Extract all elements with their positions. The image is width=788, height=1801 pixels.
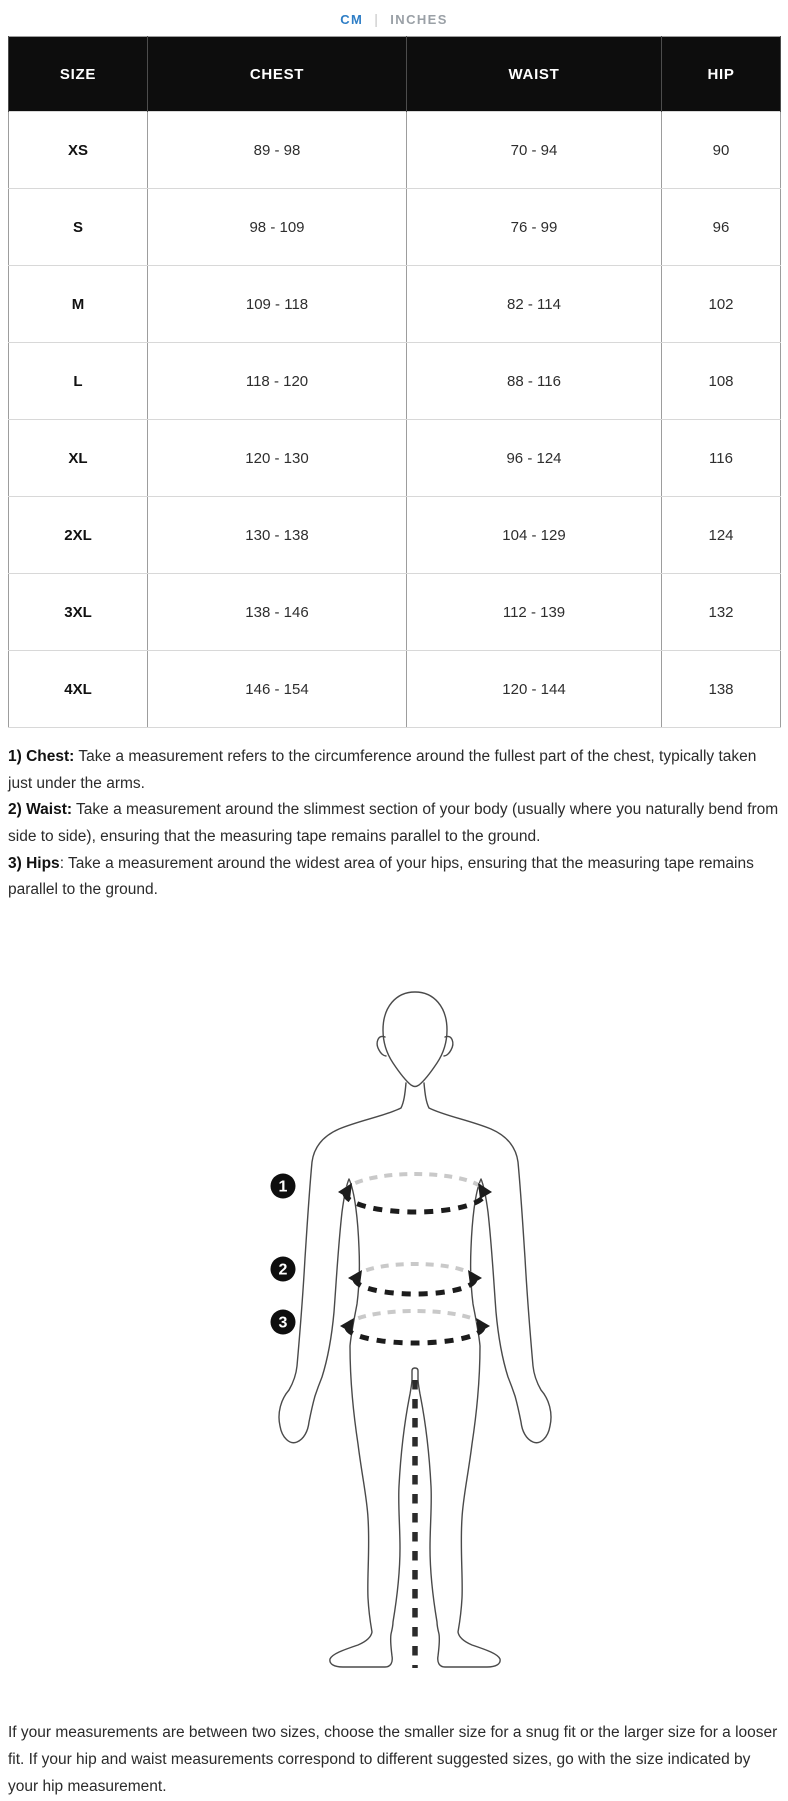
table-row [9,112,781,189]
chest-cell: 109 - 118 [148,266,407,343]
size-cell: M [9,266,148,343]
measurement-instructions [8,744,780,904]
size-cell: S [9,189,148,266]
hip-cell: 132 [662,574,781,651]
size-cell: 4XL [9,651,148,728]
waist-cell: 120 - 144 [407,651,662,728]
unit-toggle-divider: | [374,11,380,27]
table-row [9,497,781,574]
chest-cell: 118 - 120 [148,343,407,420]
size-cell: 3XL [9,574,148,651]
instruction-lead: 1) Chest: [8,748,75,765]
waist-cell: 104 - 129 [407,497,662,574]
size-cell: 2XL [9,497,148,574]
marker-2 [271,1256,296,1281]
waist-cell: 112 - 139 [407,574,662,651]
body-measurement-diagram [215,986,585,1676]
chest-cell: 120 - 130 [148,420,407,497]
body-silhouette [279,992,551,1667]
chest-cell: 98 - 109 [148,189,407,266]
size-cell: XS [9,112,148,189]
instruction-text: Take a measurement refers to the circumference around the fullest part of the chest, typically taken just under the arms. [8,748,757,792]
header-chest: CHEST [148,37,407,112]
unit-tab-cm[interactable]: CM [340,11,364,27]
marker-1-number: 1 [278,1178,288,1196]
table-body [9,112,781,728]
header-hip: HIP [662,37,781,112]
size-chart-table [8,36,781,728]
marker-2-number: 2 [278,1261,288,1279]
header-waist: WAIST [407,37,662,112]
chest-cell: 130 - 138 [148,497,407,574]
hip-cell: 108 [662,343,781,420]
hip-cell: 96 [662,189,781,266]
hip-cell: 90 [662,112,781,189]
figure-container [215,986,585,1676]
table-row [9,343,781,420]
instruction-item [8,797,780,850]
marker-3-number: 3 [278,1314,288,1332]
instruction-item [8,744,780,797]
table-row [9,651,781,728]
table-row [9,266,781,343]
chest-cell: 138 - 146 [148,574,407,651]
hip-cell: 138 [662,651,781,728]
hip-cell: 116 [662,420,781,497]
size-cell: XL [9,420,148,497]
instruction-item [8,851,780,904]
unit-toggle [0,0,788,36]
instruction-lead: 3) Hips [8,854,60,872]
size-cell: L [9,343,148,420]
fit-note: If your measurements are between two sizes, choose the smaller size for a snug fit or the larger size for a looser fit. If your hip and waist measurements correspond to different suggested sizes, go with the size indicated by your hip measurement. [8,1723,778,1795]
waist-cell: 96 - 124 [407,420,662,497]
chest-cell: 146 - 154 [148,651,407,728]
marker-1 [271,1173,296,1198]
head-outline [383,992,447,1087]
unit-tab-inches[interactable]: INCHES [390,11,448,27]
table-row [9,420,781,497]
waist-cell: 88 - 116 [407,343,662,420]
table-header-row [9,37,781,112]
instruction-text: Take a measurement around the slimmest section of your body (usually where you naturally bend from side to side), ensuring that the measuring tape remains parallel to the ground. [8,801,779,845]
table-row [9,574,781,651]
header-size: SIZE [9,37,148,112]
instruction-text: : Take a measurement around the widest area of your hips, ensuring that the measuring tape remains parallel to the ground. [8,854,754,899]
hip-cell: 124 [662,497,781,574]
marker-3 [271,1309,296,1334]
table-row [9,189,781,266]
waist-cell: 76 - 99 [407,189,662,266]
hip-cell: 102 [662,266,781,343]
waist-cell: 82 - 114 [407,266,662,343]
waist-cell: 70 - 94 [407,112,662,189]
instruction-lead: 2) Waist: [8,801,73,819]
chest-cell: 89 - 98 [148,112,407,189]
